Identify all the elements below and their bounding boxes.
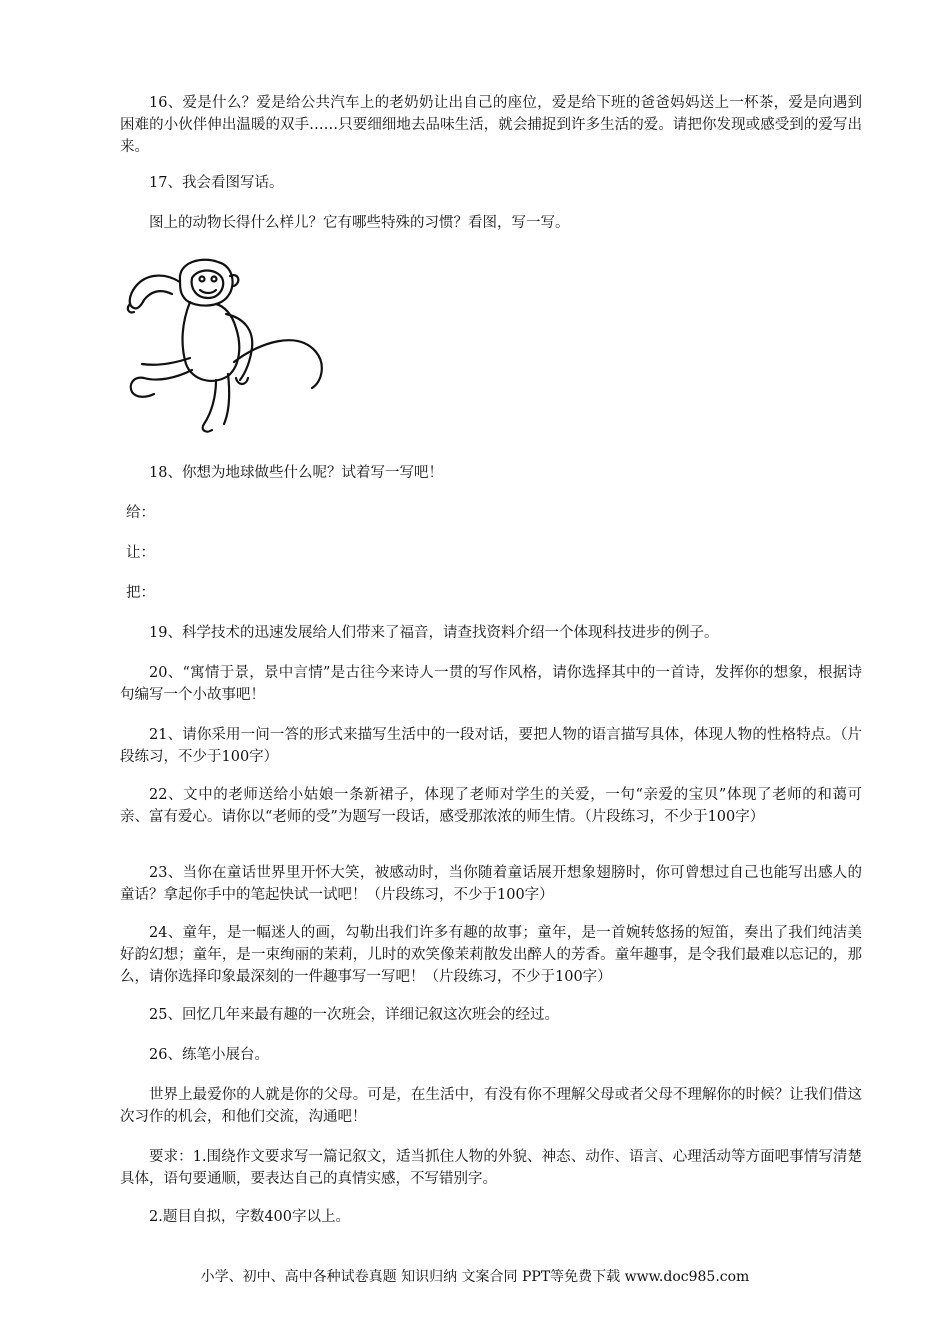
- question-26-requirement-2: 2.题目自拟，字数400字以上。: [149, 1209, 351, 1225]
- question-19: 19、科学技术的迅速发展给人们带来了福音，请查找资料介绍一个体现科技进步的例子。: [149, 625, 719, 641]
- question-21: 21、请你采用一问一答的形式来描写生活中的一段对话，要把人物的语言描写具体，体现人物的性格特点。（片段练习，不少于100字）: [120, 727, 862, 765]
- question-26-intro: 世界上最爱你的人就是你的父母。可是，在生活中，有没有你不理解父母或者父母不理解你的时候？让我们借这次习作的机会，和他们交流，沟通吧！: [120, 1087, 862, 1125]
- question-20: 20、“寓情于景，景中言情”是古往今来诗人一贯的写作风格，请你选择其中的一首诗，发挥你的想象，根据诗句编写一个小故事吧！: [120, 665, 862, 703]
- question-26-requirement-1: 要求：1.围绕作文要求写一篇记叙文，适当抓住人物的外貌、神态、动作、语言、心理活动等方面吧事情写清楚具体，语句要通顺，要表达自己的真情实感，不写错别字。: [120, 1149, 862, 1187]
- question-18-give: 给：: [126, 505, 155, 521]
- question-18: 18、你想为地球做些什么呢？试着写一写吧！: [149, 465, 443, 481]
- monkey-illustration: [120, 252, 330, 434]
- question-26: 26、练笔小展台。: [149, 1047, 269, 1063]
- question-24: 24、童年，是一幅迷人的画，勾勒出我们许多有趣的故事；童年，是一首婉转悠扬的短笛，奏出了我们纯洁美好韵幻想；童年，是一束绚丽的茉莉，儿时的欢笑像茉莉散发出醉人的芳香。童年趣事，是令我们最难以忘记的，那么，请你选择印象最深刻的一件趣事写一写吧！（片段练习，不少于100字）: [120, 925, 862, 985]
- question-23: 23、当你在童话世界里开怀大笑，被感动时，当你随着童话展开想象翅膀时，你可曾想过自己也能写出感人的童话？拿起你手中的笔起快试一试吧！（片段练习，不少于100字）: [120, 865, 862, 903]
- question-17-prompt: 图上的动物长得什么样儿？它有哪些特殊的习惯？看图，写一写。: [149, 215, 570, 231]
- question-16: 16、爱是什么？爱是给公共汽车上的老奶奶让出自己的座位，爱是给下班的爸爸妈妈送上一杯茶，爱是向遇到困难的小伙伴伸出温暖的双手……只要细细地去品味生活，就会捕捉到许多生活的爱。请把你发现或感受到的爱写出来。: [120, 95, 862, 155]
- page-footer: 小学、初中、高中各种试卷真题 知识归纳 文案合同 PPT等免费下载 www.doc985.com: [200, 1269, 750, 1285]
- question-17: 17、我会看图写话。: [149, 175, 284, 191]
- question-18-let: 让：: [126, 545, 155, 561]
- question-22: 22、文中的老师送给小姑娘一条新裙子，体现了老师对学生的关爱，一句“亲爱的宝贝”体现了老师的和蔼可亲、富有爱心。请你以“老师的受”为题写一段话，感受那浓浓的师生情。（片段练习，不少于100字）: [120, 787, 862, 825]
- question-18-put: 把：: [126, 585, 155, 601]
- question-25: 25、回忆几年来最有趣的一次班会，详细记叙这次班会的经过。: [149, 1007, 559, 1023]
